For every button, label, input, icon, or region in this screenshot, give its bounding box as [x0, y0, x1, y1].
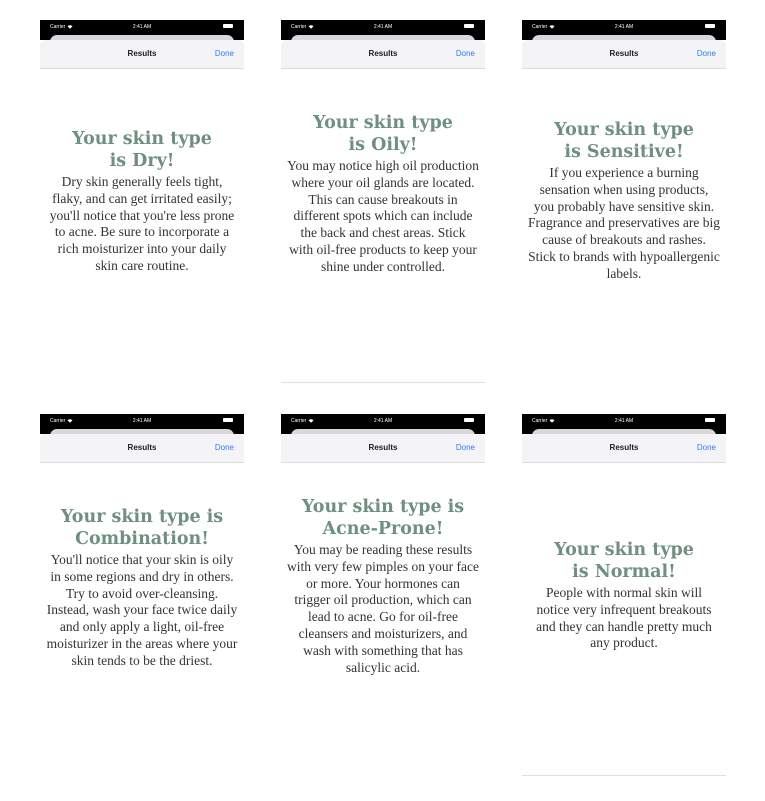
- results-screen-dry: [40, 20, 244, 400]
- result-title-line1: Your skin type: [554, 540, 694, 560]
- bottom-divider: [522, 775, 726, 776]
- result-title: [281, 112, 485, 156]
- results-screen-normal: [522, 414, 726, 794]
- result-content: [281, 496, 485, 676]
- status-time: 2:41 AM: [614, 24, 634, 30]
- result-description: You may be reading these results with very few pimples on your face or more. Your hormones can trigger oil production, which can lead to acne. Go for oil-free cleansers and moisturizers, and wash with something that has salicylic acid.: [287, 542, 479, 675]
- battery-icon: [464, 24, 474, 28]
- nav-title: Results: [368, 49, 398, 58]
- result-title-line2: is Normal!: [572, 562, 676, 582]
- carrier-label: Carrier: [291, 24, 307, 30]
- nav-bar: [40, 434, 244, 463]
- result-description: You'll notice that your skin is oily in some regions and dry in others. Try to avoid over-cleansing. Instead, wash your face twice daily and only apply a light, oil-free moisturizer in the areas where your skin tends to be the driest.: [46, 552, 238, 668]
- results-screen-oily: [281, 20, 485, 400]
- nav-bar: [40, 40, 244, 69]
- carrier-label: Carrier: [291, 418, 307, 424]
- nav-bar: [522, 40, 726, 69]
- status-time: 2:41 AM: [614, 418, 634, 424]
- result-title-line2: is Oily!: [348, 135, 418, 155]
- result-title: [522, 539, 726, 583]
- done-button[interactable]: Done: [696, 49, 716, 58]
- result-title-line1: Your skin type: [72, 129, 212, 149]
- carrier-label: Carrier: [50, 24, 66, 30]
- nav-title: Results: [609, 49, 639, 58]
- result-title: [40, 128, 244, 172]
- battery-icon: [464, 418, 474, 422]
- nav-bar: [522, 434, 726, 463]
- nav-title: Results: [127, 49, 157, 58]
- result-title-line1: Your skin type: [313, 113, 453, 133]
- nav-title: Results: [368, 443, 398, 452]
- results-screen-combination: [40, 414, 244, 794]
- result-title: [281, 496, 485, 540]
- result-description: People with normal skin will notice very infrequent breakouts and they can handle pretty much any product.: [536, 585, 712, 651]
- status-time: 2:41 AM: [132, 24, 152, 30]
- battery-icon: [223, 418, 233, 422]
- results-screen-acne-prone: [281, 414, 485, 794]
- result-description: Dry skin generally feels tight, flaky, and can get irritated easily; you'll notice that you're less prone to acne. Be sure to incorporate a rich moisturizer into your daily skin care routine.: [49, 174, 235, 273]
- battery-icon: [223, 24, 233, 28]
- status-time: 2:41 AM: [373, 418, 393, 424]
- carrier-label: Carrier: [532, 418, 548, 424]
- result-title-line2: Acne-Prone!: [322, 519, 444, 539]
- status-time: 2:41 AM: [132, 418, 152, 424]
- result-content: [281, 112, 485, 276]
- bottom-divider: [281, 382, 485, 383]
- result-title-line2: Combination!: [75, 529, 209, 549]
- nav-title: Results: [609, 443, 639, 452]
- carrier-label: Carrier: [532, 24, 548, 30]
- result-title: [522, 119, 726, 163]
- done-button[interactable]: Done: [214, 443, 234, 452]
- battery-icon: [705, 24, 715, 28]
- done-button[interactable]: Done: [455, 443, 475, 452]
- result-title-line1: Your skin type is: [60, 507, 224, 527]
- nav-bar: [281, 434, 485, 463]
- result-title: [40, 506, 244, 550]
- result-description: If you experience a burning sensation when using products, you probably have sensitive skin. Fragrance and preservatives are big cause of breakouts and rashes. Stick to brands with hypoallergenic labels.: [528, 165, 720, 281]
- results-screen-sensitive: [522, 20, 726, 400]
- result-title-line1: Your skin type is: [301, 497, 465, 517]
- nav-bar: [281, 40, 485, 69]
- result-title-line2: is Sensitive!: [564, 142, 684, 162]
- result-content: [40, 506, 244, 670]
- done-button[interactable]: Done: [455, 49, 475, 58]
- battery-icon: [705, 418, 715, 422]
- carrier-label: Carrier: [50, 418, 66, 424]
- result-description: You may notice high oil production where your oil glands are located. This can cause breakouts in different spots which can include the back and chest areas. Stick with oil-free products to keep your shine under controlled.: [287, 158, 479, 274]
- result-content: [522, 119, 726, 283]
- done-button[interactable]: Done: [214, 49, 234, 58]
- result-title-line2: is Dry!: [109, 151, 175, 171]
- result-content: [40, 128, 244, 275]
- result-title-line1: Your skin type: [554, 120, 694, 140]
- done-button[interactable]: Done: [696, 443, 716, 452]
- status-time: 2:41 AM: [373, 24, 393, 30]
- nav-title: Results: [127, 443, 157, 452]
- result-content: [522, 539, 726, 652]
